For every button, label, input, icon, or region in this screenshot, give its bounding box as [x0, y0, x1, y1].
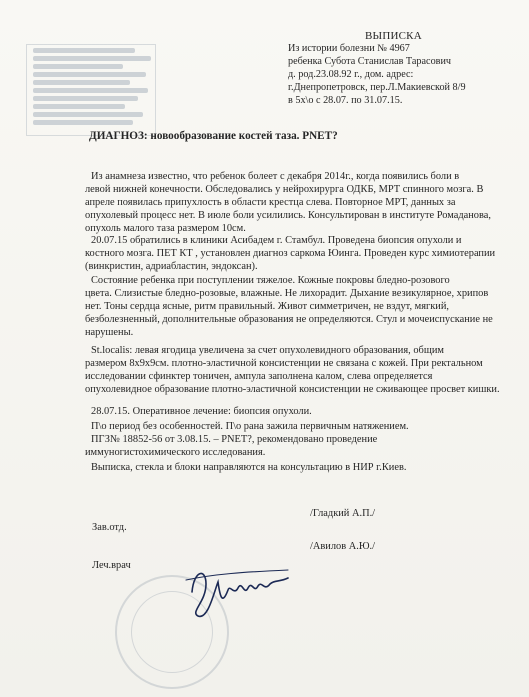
text-line: опухоль малого таза размером 10см.	[85, 223, 246, 234]
text-line: ПГЗ№ 18852-56 от 3.08.15. – PNET?, рекомендовано проведение	[91, 434, 378, 445]
text-line: Выписка, стекла и блоки направляются на консультацию в НИР г.Киев.	[91, 462, 407, 473]
attending-doctor-label: Леч.врач	[92, 560, 131, 571]
text-line: исследовании сфинктер тоничен, ампула заполнена калом, слева определяется	[85, 371, 433, 382]
text-line: Состояние ребенка при поступлении тяжелое. Кожные покровы бледно-розового	[91, 275, 450, 286]
handwritten-signature	[184, 562, 292, 622]
text-line: левой нижней конечности. Обследовались у нейрохирурга ОДКБ, МРТ спинного мозга. В	[85, 184, 484, 195]
text-line: 28.07.15. Оперативное лечение: биопсия опухоли.	[91, 406, 312, 417]
text-line: нет. Тоны сердца ясные, ритм правильный. Живот симметричен, не вздут, мягкий,	[85, 301, 450, 312]
text-line: размером 8х9х9см. плотно-эластичной консистенции не связана с кожей. При ректальном	[85, 358, 483, 369]
head-of-department-label: Зав.отд.	[92, 522, 127, 533]
text-line: 20.07.15 обратились в клиники Асибадем г. Стамбул. Проведена биопсия опухоли и	[91, 235, 462, 246]
text-line: нарушены.	[85, 327, 134, 338]
head-of-department-name: /Гладкий А.П./	[310, 508, 376, 519]
header-line: г.Днепропетровск, пер.Л.Макиевской 8/9	[288, 82, 466, 93]
header-line: д. род.23.08.92 г., дом. адрес:	[288, 69, 414, 80]
diagnosis-line: ДИАГНОЗ: новообразование костей таза. PNET?	[89, 130, 338, 142]
text-line: опухолевидное образование плотно-эластичной консистенции не сживающее просвет кишки.	[85, 384, 500, 395]
header-line: ребенка Субота Станислав Тарасович	[288, 56, 452, 67]
text-line: Из анамнеза известно, что ребенок болеет с декабря 2014г., когда появились боли в	[91, 171, 460, 182]
text-line: безболезненный, дополнительные образования не определяются. Стул и мочеиспускание не	[85, 314, 493, 325]
document-title: ВЫПИСКА	[365, 30, 422, 42]
text-line: иммуногистохимического исследования.	[85, 447, 266, 458]
text-line: опухолевый процесс нет. В июле боли усилились. Консультирован в институте Ромаданова,	[85, 210, 491, 221]
text-line: костного мозга. ПЕТ КТ , установлен диагноз саркома Юинга. Проведен курс химиотерапии	[85, 248, 496, 259]
text-line: цвета. Слизистые бледно-розовые, влажные. Не лихорадит. Дыхание везикулярное, хрипов	[85, 288, 489, 299]
text-line: (винкристин, адриабластин, эндоксан).	[85, 261, 258, 272]
hospital-corner-stamp	[26, 44, 156, 136]
attending-doctor-name: /Авилов А.Ю./	[310, 541, 376, 552]
text-line: апреле появилась припухлость в области крестца слева. Повторное МРТ, данных за	[85, 197, 456, 208]
header-line: Из истории болезни № 4967	[288, 43, 410, 54]
text-line: П\о период без особенностей. П\о рана зажила первичным натяжением.	[91, 421, 409, 432]
header-line: в 5х\о с 28.07. по 31.07.15.	[288, 95, 403, 106]
text-line: St.localis: левая ягодица увеличена за счет опухолевидного образования, общим	[91, 345, 444, 356]
